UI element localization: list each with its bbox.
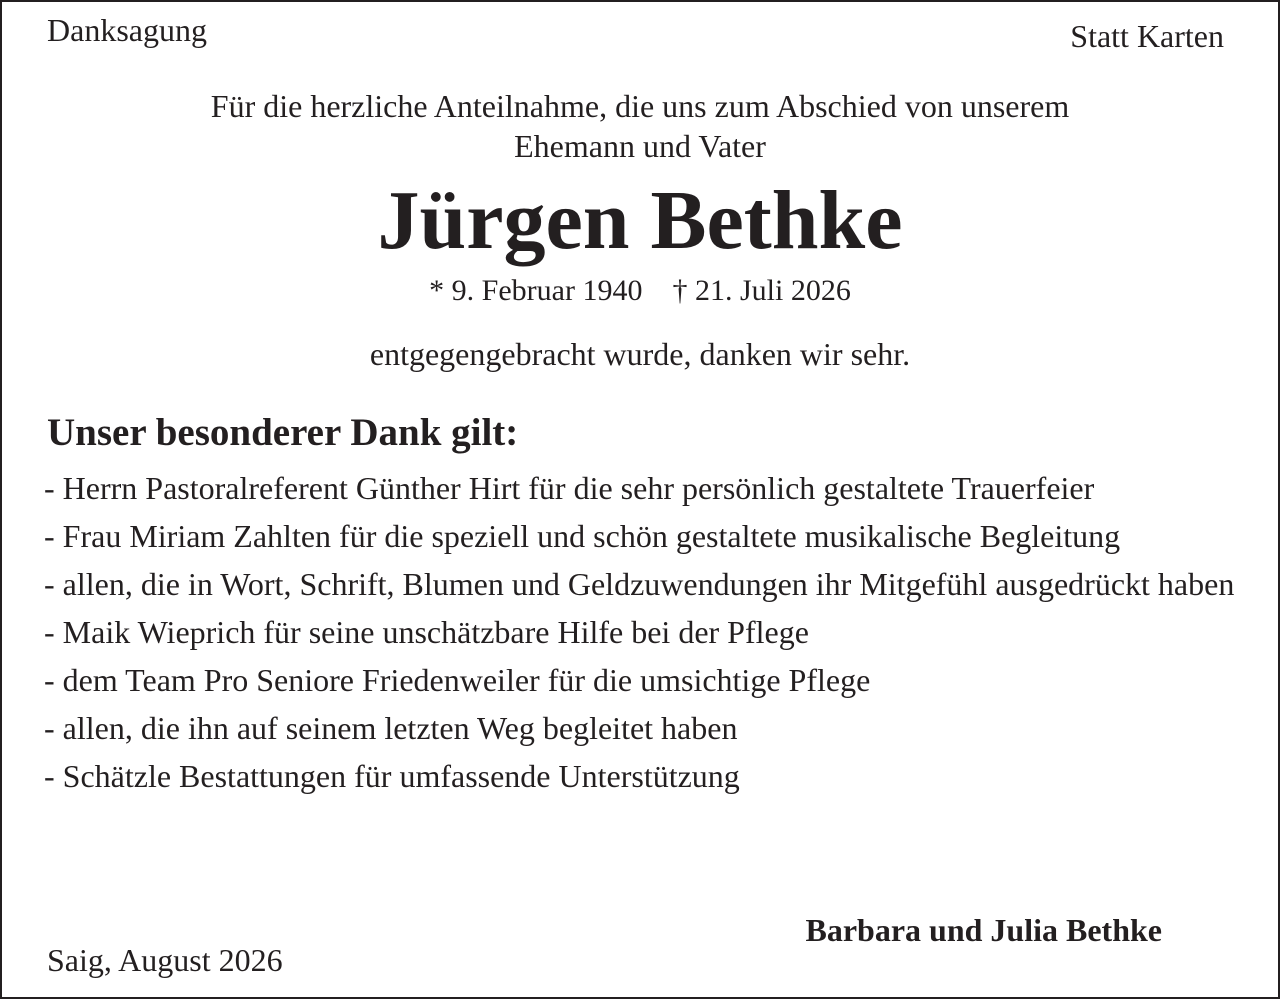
thanks-item: - allen, die ihn auf seinem letzten Weg begleitet haben: [44, 710, 738, 746]
statt-karten-label: Statt Karten: [1070, 18, 1224, 54]
notice-type-label: Danksagung: [47, 12, 207, 48]
thanks-item: - Frau Miriam Zahlten für die speziell und schön gestaltete musikalische Begleitung: [44, 518, 1121, 554]
intro-line-2: Ehemann und Vater: [514, 128, 766, 164]
thanks-item: - allen, die in Wort, Schrift, Blumen und Geldzuwendungen ihr Mitgefühl ausgedrückt haben: [44, 566, 1235, 602]
closing-line: entgegengebracht wurde, danken wir sehr.: [369, 336, 911, 372]
thanks-item: - dem Team Pro Seniore Friedenweiler für die umsichtige Pflege: [44, 662, 871, 698]
thanks-heading: Unser besonderer Dank gilt:: [47, 411, 519, 454]
thanks-item: - Schätzle Bestattungen für umfassende Unterstützung: [44, 758, 740, 794]
thanks-item: - Herrn Pastoralreferent Günther Hirt für die sehr persönlich gestaltete Trauerfeier: [44, 470, 1095, 506]
life-dates: [0, 274, 1280, 308]
deceased-name: Jürgen Bethke: [377, 174, 903, 267]
birth-date: * 9. Februar 1940: [429, 274, 643, 307]
thanks-item: - Maik Wieprich für seine unschätzbare Hilfe bei der Pflege: [44, 614, 809, 650]
place-date: Saig, August 2026: [47, 942, 283, 978]
death-date: † 21. Juli 2026: [672, 274, 851, 307]
signature: Barbara und Julia Bethke: [805, 912, 1162, 948]
intro-line-1: Für die herzliche Anteilnahme, die uns zum Abschied von unserem: [210, 88, 1070, 124]
thanks-list: [44, 468, 1244, 804]
